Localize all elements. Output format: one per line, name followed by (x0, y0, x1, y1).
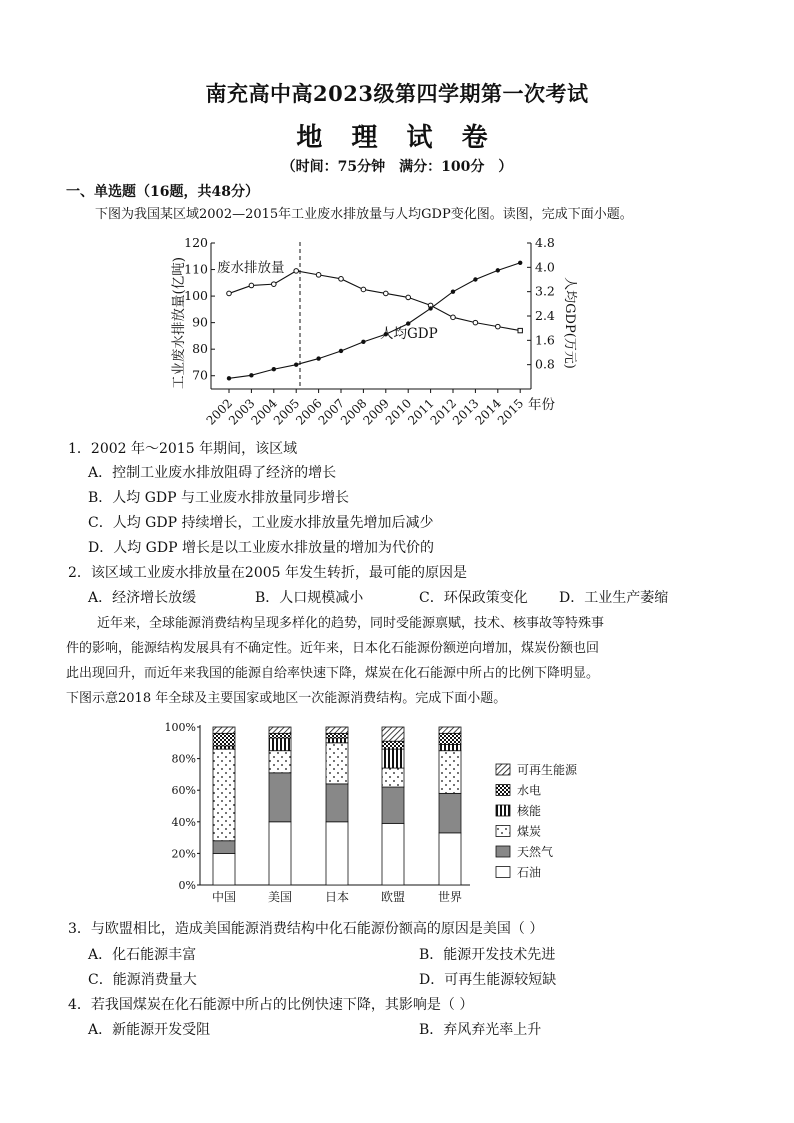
q1-option-d: D．人均 GDP 增长是以工业废水排放量的增加为代价的 (88, 540, 434, 556)
category-label: 世界 (437, 890, 463, 904)
gdp-data-point (451, 289, 455, 293)
legend-swatch-oil (496, 867, 510, 878)
x-tick-label: 2013 (450, 396, 482, 428)
bar-segment-renewable (439, 727, 461, 733)
exam-subject-title: 地 理 试 卷 (296, 123, 498, 153)
bar-segment-nuclear (213, 746, 235, 749)
gdp-data-point (272, 367, 276, 371)
bar-segment-nuclear (439, 744, 461, 750)
bar-segment-hydro (382, 741, 404, 749)
wastewater-data-point (249, 283, 254, 288)
gdp-data-point (473, 277, 477, 281)
legend-label-hydro: 水电 (517, 783, 542, 798)
gdp-data-point (518, 261, 522, 265)
x-tick-label: 2011 (405, 396, 437, 428)
legend-swatch-renewable (496, 764, 510, 775)
bar-segment-oil (213, 853, 235, 885)
legend-swatch-gas (496, 846, 510, 857)
x-tick-label: 2004 (248, 396, 280, 428)
legend-label-oil: 石油 (517, 865, 542, 880)
category-label: 美国 (267, 890, 293, 904)
left-tick-label: 120 (184, 235, 208, 250)
bar-segment-coal (439, 751, 461, 794)
passage-2-line-1: 近年来，全球能源消费结构呈现多样化的趋势，同时受能源禀赋，技术、核事故等特殊事 (97, 616, 605, 631)
right-tick-label: 1.6 (535, 332, 555, 348)
wastewater-data-point (451, 315, 456, 320)
y-tick-label: 60% (171, 784, 196, 798)
question-4-stem: 4．若我国煤炭在化石能源中所占的比例快速下降，其影响是（ ） (68, 997, 474, 1013)
passage-2-line-4: 下图示意2018 年全球及主要国家或地区一次能源消费结构。完成下面小题。 (66, 691, 507, 706)
exam-info: （时间：75分钟 满分：100分 ） (281, 159, 513, 175)
question-1-stem: 1．2002 年～2015 年期间，该区域 (68, 441, 298, 457)
x-tick-label: 2015 (494, 396, 527, 428)
left-tick-label: 110 (184, 261, 208, 277)
right-tick-label: 4.8 (535, 235, 555, 250)
wastewater-data-point (384, 291, 389, 296)
q2-option-b: B．人口规模减小 (255, 590, 364, 606)
gdp-data-point (361, 340, 365, 344)
x-tick-label: 2014 (472, 396, 504, 428)
bar-segment-renewable (382, 727, 404, 741)
wastewater-data-point (227, 291, 232, 296)
wastewater-data-point (316, 273, 321, 278)
left-tick-label: 70 (192, 367, 208, 383)
gdp-data-point (428, 306, 432, 310)
q3-option-a: A．化石能源丰富 (88, 947, 197, 963)
question-2-stem: 2．该区域工业废水排放量在2005 年发生转折，最可能的原因是 (68, 565, 467, 581)
y-tick-label: 80% (171, 752, 196, 766)
bar-segment-oil (382, 823, 404, 885)
wastewater-data-point (361, 287, 366, 292)
gdp-data-point (496, 268, 500, 272)
left-tick-label: 80 (192, 341, 208, 357)
bar-segment-renewable (326, 727, 348, 733)
passage-2-line-2: 件的影响，能源结构发展具有不确定性。近年来，日本化石能源份额逆向增加，煤炭份额也回 (66, 641, 600, 656)
bar-segment-coal (213, 749, 235, 841)
bar-segment-gas (269, 773, 291, 822)
bar-segment-hydro (269, 733, 291, 738)
q3-option-d: D．可再生能源较短缺 (419, 972, 557, 988)
bar-segment-nuclear (326, 738, 348, 743)
wastewater-data-point (473, 320, 478, 325)
y-tick-label: 40% (171, 815, 196, 829)
bar-segment-gas (382, 787, 404, 823)
bar-segment-gas (326, 784, 348, 822)
bar-segment-nuclear (382, 749, 404, 768)
right-tick-label: 0.8 (535, 356, 555, 372)
legend-label-coal: 煤炭 (517, 824, 542, 839)
left-axis-label: 工业废水排放量(亿吨) (171, 256, 187, 390)
gdp-data-point (227, 376, 231, 380)
x-axis-unit: 年份 (528, 397, 555, 413)
right-tick-label: 3.2 (535, 283, 555, 299)
gdp-data-point (339, 349, 343, 353)
gdp-data-point (316, 356, 320, 360)
x-tick-label: 2012 (427, 396, 460, 428)
q1-option-c: C．人均 GDP 持续增长，工业废水排放量先增加后减少 (88, 515, 434, 531)
x-tick-label: 2007 (315, 396, 348, 428)
q4-option-a: A．新能源开发受阻 (88, 1022, 211, 1038)
category-label: 日本 (324, 890, 350, 904)
wastewater-data-point (496, 324, 501, 329)
q3-option-c: C．能源消费量大 (88, 972, 197, 988)
bar-segment-oil (439, 833, 461, 885)
wastewater-data-point (406, 295, 411, 300)
bar-segment-renewable (213, 727, 235, 733)
bar-segment-nuclear (269, 738, 291, 751)
q1-option-a: A．控制工业废水排放阻碍了经济的增长 (88, 465, 337, 481)
section-title: 一、单选题（16题，共48分） (66, 184, 259, 200)
q1-option-b: B．人均 GDP 与工业废水排放量同步增长 (88, 490, 350, 506)
series-label-wastewater: 废水排放量 (217, 260, 285, 276)
right-tick-label: 2.4 (535, 308, 555, 323)
bar-segment-hydro (439, 733, 461, 744)
x-tick-label: 2006 (293, 396, 325, 428)
q3-option-b: B．能源开发技术先进 (419, 947, 556, 963)
bar-segment-oil (326, 822, 348, 885)
intro-paragraph-1: 下图为我国某区域2002—2015年工业废水排放量与人均GDP变化图。读图，完成下面小题。 (95, 207, 633, 222)
q2-option-c: C．环保政策变化 (419, 590, 528, 606)
y-tick-label: 0% (178, 879, 196, 892)
gdp-data-point (294, 362, 298, 366)
legend-label-renewable: 可再生能源 (517, 763, 578, 777)
bar-segment-hydro (326, 733, 348, 738)
bar-segment-gas (439, 793, 461, 833)
question-3-stem: 3．与欧盟相比，造成美国能源消费结构中化石能源份额高的原因是美国（ ） (68, 921, 544, 937)
y-tick-label: 100% (164, 721, 196, 734)
q2-option-a: A．经济增长放缓 (88, 590, 197, 606)
left-tick-label: 100 (184, 288, 208, 304)
legend-label-nuclear: 核能 (517, 804, 542, 818)
q4-option-b: B．弃风弃光率上升 (419, 1022, 542, 1038)
bar-segment-oil (269, 822, 291, 885)
x-tick-label: 2005 (270, 396, 303, 428)
legend-label-gas: 天然气 (517, 845, 554, 859)
right-axis-label: 人均GDP(万元) (562, 277, 577, 369)
wastewater-data-point (339, 277, 344, 282)
legend-swatch-hydro (496, 785, 510, 796)
x-tick-label: 2009 (360, 396, 392, 428)
stacked-bar-chart-energy (160, 715, 620, 910)
series-label-gdp: 人均GDP (380, 326, 438, 342)
line-chart-wastewater-gdp (165, 228, 605, 433)
category-label: 欧盟 (380, 890, 406, 904)
bar-segment-renewable (269, 727, 291, 733)
legend-swatch-nuclear (496, 805, 510, 816)
legend-swatch-coal (496, 826, 510, 837)
passage-2-line-3: 此出现回升，而近年来我国的能源自给率快速下降，煤炭在化石能源中所占的比例下降明显。 (66, 666, 600, 681)
x-tick-label: 2010 (382, 396, 415, 428)
bar-segment-coal (326, 743, 348, 784)
x-tick-label: 2008 (338, 396, 370, 428)
q2-option-d: D．工业生产萎缩 (559, 590, 669, 606)
exam-school-title: 南充高中高2023级第四学期第一次考试 (205, 81, 589, 106)
category-label: 中国 (211, 890, 237, 904)
right-tick-label: 4.0 (535, 259, 555, 275)
gdp-data-point (249, 373, 253, 377)
wastewater-data-point (272, 282, 277, 287)
bar-segment-coal (382, 768, 404, 787)
left-tick-label: 90 (192, 314, 208, 330)
bar-segment-coal (269, 751, 291, 773)
x-tick-label: 2003 (226, 396, 258, 428)
y-tick-label: 20% (171, 847, 196, 861)
bar-segment-gas (213, 841, 235, 854)
wastewater-data-point (294, 269, 299, 274)
bar-segment-hydro (213, 733, 235, 746)
wastewater-data-point (518, 328, 522, 332)
x-tick-label: 2002 (203, 396, 236, 428)
